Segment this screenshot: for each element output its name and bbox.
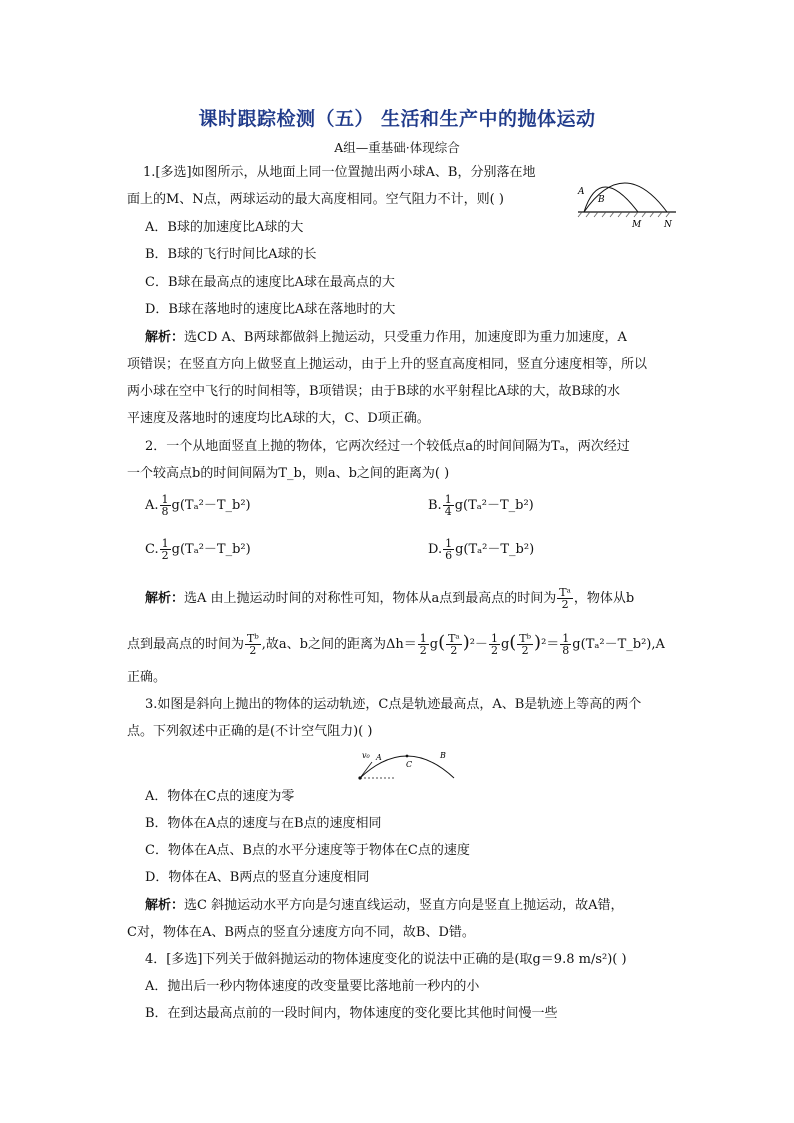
q1-stem-line-2: 面上的M、N点，两球运动的最大高度相同。空气阻力不计，则( ) xyxy=(127,192,504,207)
label-n: N xyxy=(664,220,672,230)
q4-stem-line-1: 4．[多选]下列关于做斜抛运动的物体速度变化的说法中正确的是(取g＝9.8 m/s²)( ) xyxy=(145,952,627,967)
q2-stem-line-1: 2．一个从地面竖直上抛的物体，它两次经过一个较低点a的时间间隔为Tₐ，两次经过 xyxy=(145,439,630,454)
ground-hatching xyxy=(578,212,670,217)
analysis-text: 选CD A、B两球都做斜上抛运动，只受重力作用，加速度即为重力加速度，A xyxy=(184,330,627,345)
q2-analysis-line-3: 正确。 xyxy=(127,670,167,685)
q3-option-b: B．物体在A点的速度与在B点的速度相同 xyxy=(145,816,382,831)
q3-option-c: C．物体在A点、B点的水平分速度等于物体在C点的速度 xyxy=(145,843,470,858)
q1-option-d: D．B球在落地时的速度比A球在落地时的大 xyxy=(145,302,396,317)
q3-figure xyxy=(352,746,462,784)
q2-option-c: C. $\frac{1}{2}$ g(Tₐ²－T_b²) xyxy=(145,537,251,562)
page-title: 课时跟踪检测（五） 生活和生产中的抛体运动 xyxy=(198,108,596,130)
trajectory-a xyxy=(584,187,638,212)
q2-stem-line-2: 一个较高点b的时间间隔为T_b，则a、b之间的距离为( ) xyxy=(127,466,450,481)
label-c: C xyxy=(406,760,413,769)
q3-analysis-line-2: C对，物体在A、B两点的竖直分速度方向不同，故B、D错。 xyxy=(127,925,475,940)
q1-figure xyxy=(572,172,682,234)
q1-option-b: B．B球的飞行时间比A球的长 xyxy=(145,247,317,262)
q1-stem-line-1: 1.[多选]如图所示，从地面上同一位置抛出两小球A、B，分别落在地 xyxy=(143,165,536,180)
q1-option-c: C．B球在最高点的速度比A球在最高点的大 xyxy=(145,275,395,290)
q3-launch-point xyxy=(358,776,361,779)
q3-analysis-line-1: 解析：选C 斜抛运动水平方向是匀速直线运动，竖直方向是竖直上抛运动，故A错， xyxy=(145,898,624,913)
q2-analysis-line-1: 解析：选A 由上抛运动时间的对称性可知，物体从a点到最高点的时间为 $\frac{\text{Tᵃ}}{2}$ ，物体从b xyxy=(145,586,635,611)
q1-analysis-line-3: 两小球在空中飞行的时间相等，B项错误；由于B球的水平射程比A球的大，故B球的水 xyxy=(127,384,621,399)
q4-option-a: A．抛出后一秒内物体速度的改变量要比落地前一秒内的小 xyxy=(145,979,480,994)
q3-option-d: D．物体在A、B两点的竖直分速度相同 xyxy=(145,870,370,885)
q2-analysis-line-2: 点到最高点的时间为 $\frac{\text{Tᵇ}}{2}$ ,故a、b之间的距离为Δh＝ $\frac{1}{2}$ g( $\frac{\text{Tᵃ}}{2}$ )²－ $\frac{1}{2}$ g( $\frac{\text{Tᵇ}}{2}$ )²＝ $\frac{1}{8}$ g(Tₐ²－T_b²),A xyxy=(127,632,665,657)
q2-option-a: A. $\frac{1}{8}$ g(Tₐ²－T_b²) xyxy=(145,493,251,518)
q2-option-d: D. $\frac{1}{6}$ g(Tₐ²－T_b²) xyxy=(428,537,535,562)
q2-option-b: B. $\frac{1}{4}$ g(Tₐ²－T_b²) xyxy=(428,493,534,518)
label-m: M xyxy=(632,220,642,230)
label-a: A xyxy=(578,187,585,197)
q4-option-b: B．在到达最高点前的一段时间内，物体速度的变化要比其他时间慢一些 xyxy=(145,1006,558,1021)
q1-option-a: A．B球的加速度比A球的大 xyxy=(145,220,304,235)
q3-stem-line-2: 点。下列叙述中正确的是(不计空气阻力)( ) xyxy=(127,724,373,739)
label-v0: v₀ xyxy=(362,751,370,760)
q3-point-c xyxy=(406,755,409,758)
analysis-label: 解析： xyxy=(145,330,185,345)
label-b: B xyxy=(598,195,605,205)
q3-stem-line-1: 3.如图是斜向上抛出的物体的运动轨迹，C点是轨迹最高点，A、B是轨迹上等高的两个 xyxy=(145,697,642,712)
q1-analysis-line-2: 项错误；在竖直方向上做竖直上抛运动，由于上升的竖直高度相同，竖直分速度相等，所以 xyxy=(127,357,648,372)
q3-option-a: A．物体在C点的速度为零 xyxy=(145,789,295,804)
q1-analysis-line-4: 平速度及落地时的速度均比A球的大，C、D项正确。 xyxy=(127,411,430,426)
label-b: B xyxy=(440,751,446,760)
page-subtitle: A组—重基础·体现综合 xyxy=(334,140,460,155)
label-a: A xyxy=(376,753,382,762)
q1-analysis-line-1 xyxy=(145,329,627,347)
